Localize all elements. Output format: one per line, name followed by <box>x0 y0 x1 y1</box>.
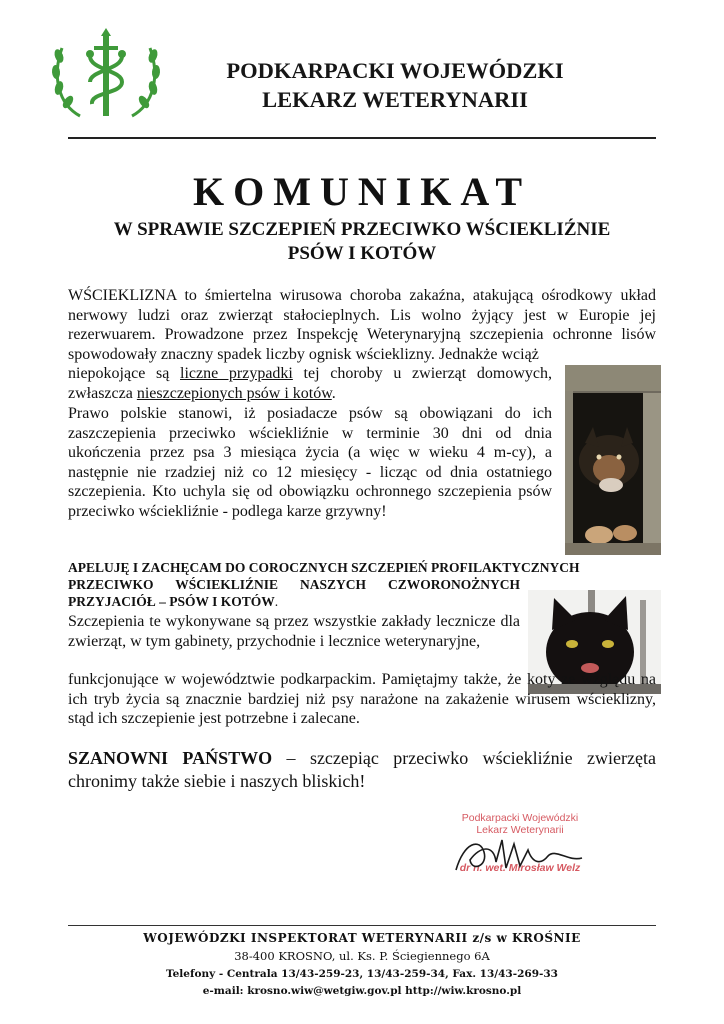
closing-salutation: SZANOWNI PAŃSTWO <box>68 748 273 768</box>
intro-text-c: . <box>331 384 336 402</box>
footer-address: 38-400 KROSNO, ul. Ks. P. Ściegiennego 6A <box>234 949 490 963</box>
footer-contact: e-mail: krosno.wiw@wetgiw.gov.pl http://wiw.krosno.pl <box>202 985 522 997</box>
dog-photo <box>565 365 661 555</box>
document-title: KOMUNIKAT <box>192 169 532 214</box>
footer <box>68 929 656 1000</box>
header-title <box>170 56 620 114</box>
header-line-2: LEKARZ WETERYNARII <box>262 87 528 112</box>
appeal-heading <box>68 577 520 610</box>
intro-text-a: niepokojące są <box>68 365 180 382</box>
paragraph-intro: WŚCIEKLIZNA to śmiertelna wirusowa choroba zakaźna, atakującą ośrodkowy układ nerwowy ludzi oraz zwierząt stałocieplnych. Lis wolno żyjący jest w Europie jej rezerwuarem. Prowadzone przez Inspekcję Weterynaryjną szczepienia ochronne lisów spowodowały znaczny spadek liczby ognisk wścieklizny. Jednakże wciąż <box>68 287 656 363</box>
header-divider <box>68 137 656 139</box>
appeal-heading-line-2: PRZECIWKO WŚCIEKLIŹNIE NASZYCH CZWORONOŻNYCH PRZYJACIÓŁ – PSÓW I KOTÓW <box>68 577 520 609</box>
footer-divider <box>68 925 656 926</box>
stamp-line-1: Podkarpacki Wojewódzki <box>461 812 579 824</box>
footer-institution: WOJEWÓDZKI INSPEKTORAT WETERYNARII z/s w KROŚNIE <box>143 931 581 945</box>
subtitle-line-2: PSÓW I KOTÓW <box>287 243 437 264</box>
official-stamp <box>430 812 610 888</box>
paragraph-cats: funkcjonujące w województwie podkarpackim. Pamiętajmy także, że koty ze względu na ich tryb życia są znacznie bardziej niż psy narażone na zakażenie wirusem wścieklizny, stąd ich szczepienie jest potrzebne i zalecane. <box>68 671 656 727</box>
paragraph-law: Prawo polskie stanowi, iż posiadacze psów są obowiązani do ich zaszczepienia przeciwko wściekliźnie w terminie 30 dni od dnia ukończenia przez psa 3 miesiąca życia (a więc w wieku 4 m-cy), a następnie nie rzadziej niż co 12 miesięcy - licząc od dnia ostatniego szczepienia. Kto uchyla się od obowiązku ochronnego szczepienia psów przeciwko wściekliźnie - podlega karze grzywny! <box>68 405 552 520</box>
subtitle-line-1: W SPRAWIE SZCZEPIEŃ PRZECIWKO WŚCIEKLIŹNIE <box>113 219 611 240</box>
closing-text: – szczepiąc przeciwko wściekliźnie zwierzęta chronimy także siebie i naszych bliskich! <box>68 748 656 791</box>
paragraph-vets: Szczepienia te wykonywane są przez wszystkie zakłady lecznicze dla zwierząt, w tym gabinety, przychodnie i lecznice weterynaryjne, <box>68 613 520 650</box>
signature-icon <box>450 832 590 876</box>
veterinary-logo-icon <box>50 26 162 124</box>
closing-statement <box>68 747 656 793</box>
paragraph-intro-cont <box>68 364 552 403</box>
footer-phones: Telefony - Centrala 13/43-259-23, 13/43-259-34, Fax. 13/43-269-33 <box>166 968 558 980</box>
stamp-line-3: dr n. wet. Mirosław Welz <box>459 862 581 874</box>
header-line-1: PODKARPACKI WOJEWÓDZKI <box>226 58 564 83</box>
document-subtitle <box>60 218 664 266</box>
intro-underline-cases: liczne przypadki <box>180 365 293 382</box>
appeal-heading-end: . <box>274 593 279 609</box>
intro-underline-unvaccinated: nieszczepionych psów i kotów <box>136 384 332 402</box>
appeal-heading-line-1: APELUJĘ I ZACHĘCAM DO COROCZNYCH SZCZEPIEŃ PROFILAKTYCZNYCH <box>68 560 580 575</box>
stamp-line-2: Lekarz Weterynarii <box>476 824 564 836</box>
intro-text-b: tej choroby u zwierząt domowych, zwłaszcza <box>68 365 552 402</box>
